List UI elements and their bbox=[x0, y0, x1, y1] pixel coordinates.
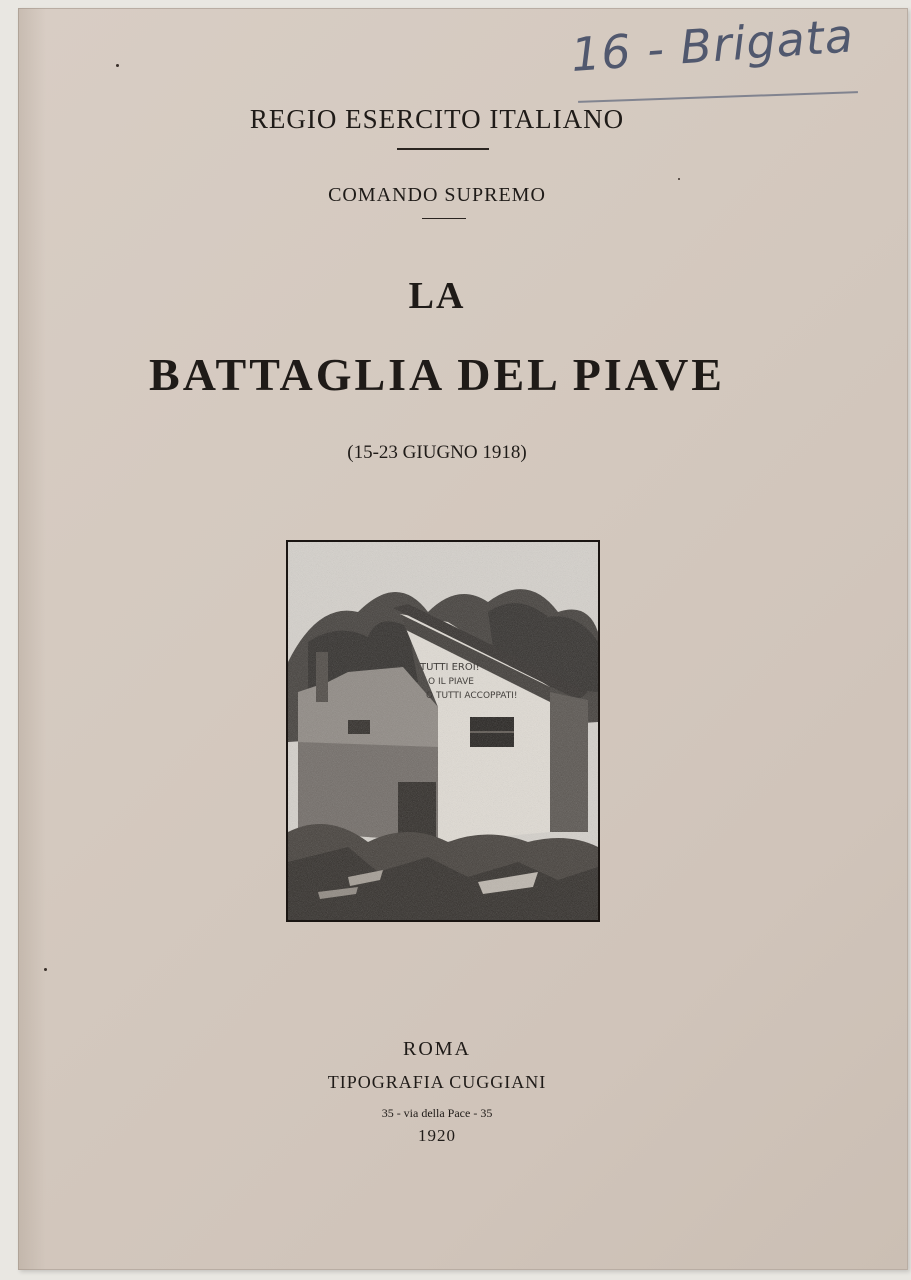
paper-speck bbox=[44, 968, 47, 971]
army-heading: REGIO ESERCITO ITALIANO bbox=[249, 104, 625, 134]
divider-rule bbox=[397, 148, 489, 150]
paper-speck bbox=[116, 64, 119, 67]
imprint-city: ROMA bbox=[402, 1038, 471, 1060]
imprint-printer: TIPOGRAFIA CUGGIANI bbox=[327, 1072, 547, 1092]
handwritten-note: 16 - Brigata bbox=[569, 8, 856, 83]
command-heading: COMANDO SUPREMO bbox=[328, 184, 546, 206]
title-article: LA bbox=[408, 275, 466, 317]
book-title: BATTAGLIA DEL PIAVE bbox=[149, 349, 725, 400]
cover-photograph bbox=[286, 540, 600, 922]
imprint-address: 35 - via della Pace - 35 bbox=[381, 1106, 493, 1120]
paper-speck bbox=[678, 178, 680, 180]
title-dates: (15-23 GIUGNO 1918) bbox=[347, 442, 527, 463]
divider-rule bbox=[422, 218, 466, 219]
handwritten-underline bbox=[578, 91, 858, 103]
ruined-house-icon bbox=[288, 542, 598, 920]
book-cover bbox=[18, 8, 908, 1270]
imprint-year: 1920 bbox=[418, 1126, 456, 1145]
